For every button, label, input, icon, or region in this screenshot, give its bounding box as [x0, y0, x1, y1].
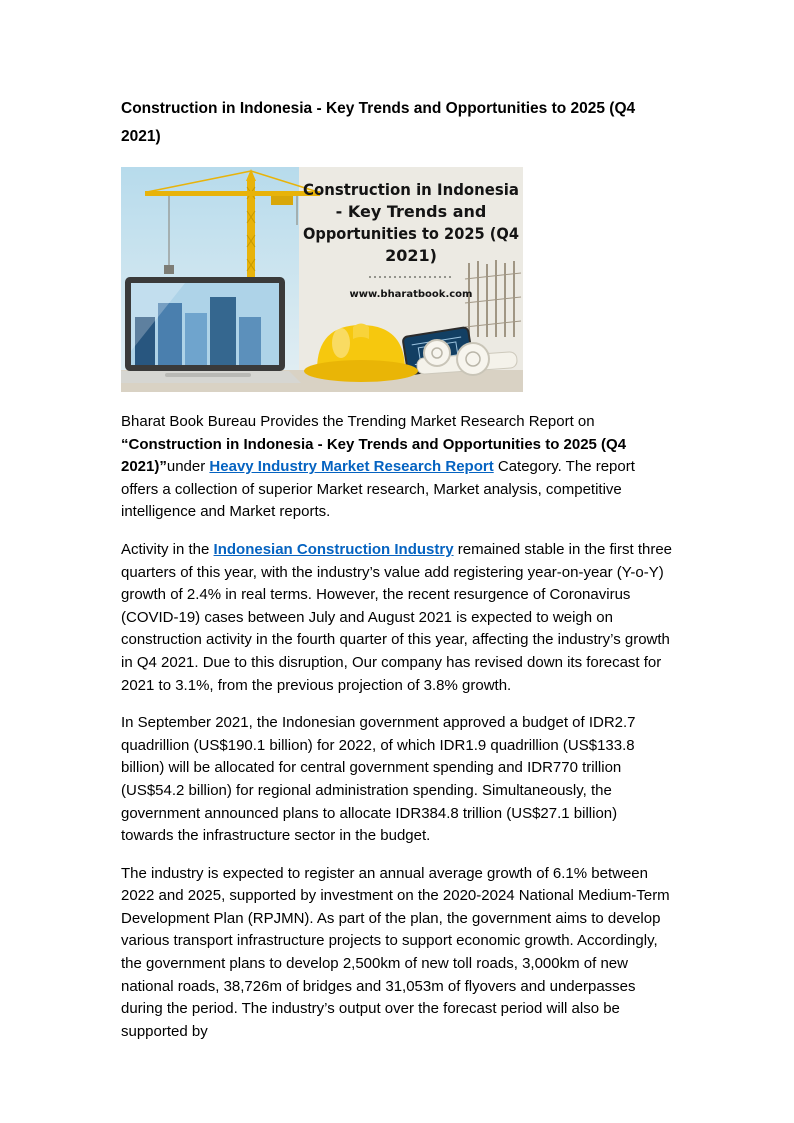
text-run: Bharat Book Bureau Provides the Trending Market Research Report on — [121, 413, 595, 430]
paragraph-outlook — [121, 863, 673, 1044]
text-run: under — [166, 458, 210, 476]
page-title — [121, 95, 673, 151]
banner-title-line: - Key Trends and — [335, 202, 487, 221]
banner-title-line: Construction in Indonesia — [303, 180, 519, 199]
paragraph-intro — [121, 411, 673, 524]
link-indonesian-construction-industry[interactable]: Indonesian Construction Industry — [213, 540, 454, 558]
page-title-line: Construction in Indonesia - Key Trends and Opportunities to 2025 (Q4 — [121, 100, 636, 117]
link-heavy-industry-report[interactable]: Heavy Industry Market Research Report — [209, 458, 494, 476]
banner-title-line: Opportunities to 2025 (Q4 — [303, 224, 519, 243]
text-run: In September 2021, the Indonesian government approved a budget of IDR2.7 quadrillion (US$190.1 billion) for 2022, of which IDR1.9 quadrillion (US$133.8 billion) will be allocated for central government spending and IDR770 trillion (US$54.2 billion) for regional administration spending. Simultaneously, the government announced plans to allocate IDR384.8 trillion (US$27.1 billion) towards the infrastructure sector in the budget. — [121, 714, 636, 845]
report-title-bold: “Construction in Indonesia - Key Trends and Opportunities to 2025 (Q4 2021)” — [121, 435, 627, 476]
paragraph-budget — [121, 712, 673, 848]
text-run: The industry is expected to register an annual average growth of 6.1% between 2022 and 2025, supported by investment on the 2020-2024 National Medium-Term Development Plan (RPJMN). As part of the plan, the government aims to develop various transport infrastructure projects to support economic growth. Accordingly, the government plans to develop 2,500km of new toll roads, 3,000km of new national roads, 38,726m of bridges and 31,053m of flyovers and underpasses during the period. The industry’s output over the forecast period will also be supported by — [121, 864, 670, 1040]
paragraph-activity — [121, 539, 673, 697]
laptop-icon — [121, 277, 301, 383]
text-run: remained stable in the first three quarters of this year, with the industry’s value add registering year-on-year (Y-o-Y) growth of 2.4% in real terms. However, the recent resurgence of Coronavirus (COVID-19) cases between July and August 2021 is expected to weigh on construction activity in the fourth quarter of this year, affecting the industry’s growth in Q4 2021. Due to this disruption, Our company has revised down its forecast for 2021 to 3.1%, from the previous projection of 3.8% growth. — [121, 540, 673, 694]
page-title-line: 2021) — [121, 128, 161, 145]
text-run: Category. The report offers a collection of superior Market research, Market analysis, competitive intelligence and Market reports. — [121, 458, 635, 521]
text-run: Activity in the — [121, 540, 214, 558]
banner-title-line: 2021) — [385, 246, 437, 265]
banner-website-text: www.bharatbook.com — [349, 289, 473, 300]
report-banner-image — [121, 167, 523, 392]
